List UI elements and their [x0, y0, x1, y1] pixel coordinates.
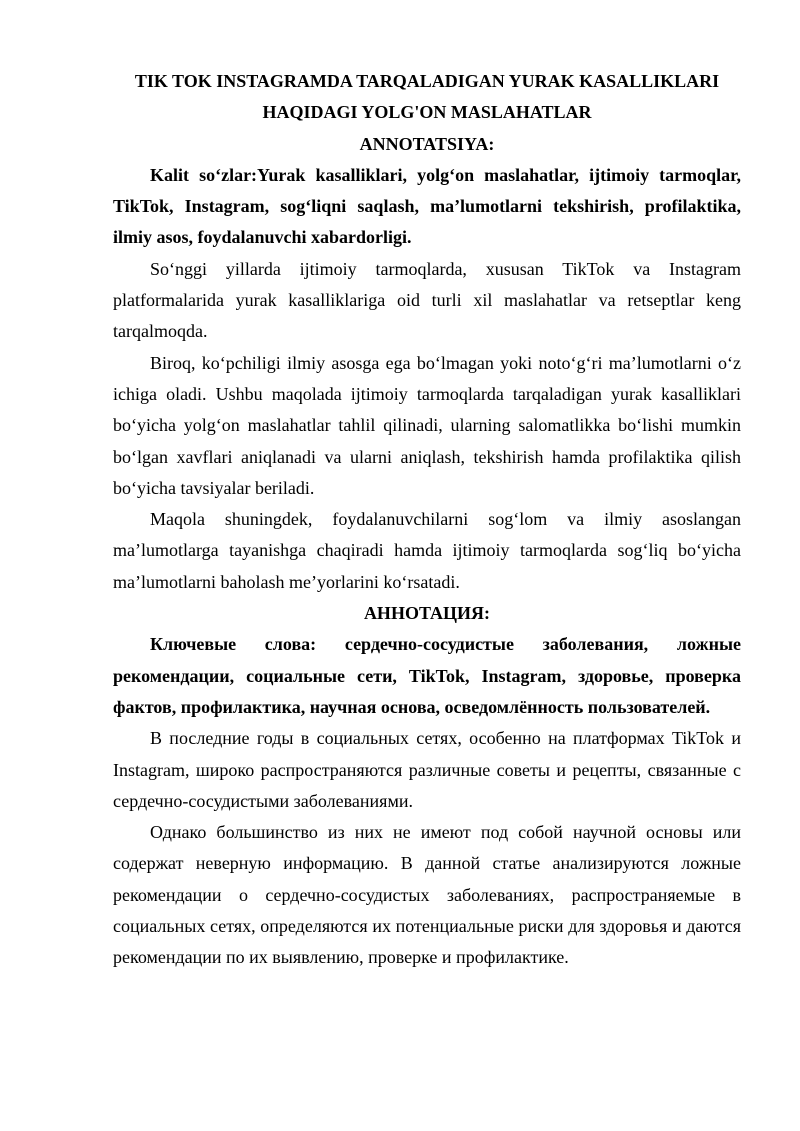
ru-annotation-heading: АННОТАЦИЯ:	[363, 603, 491, 624]
uz-paragraph-3: Maqola shuningdek, foydalanuvchilarni sog‘lom va ilmiy asoslangan ma’lumotlarga tayanishga chaqiradi hamda ijtimoiy tarmoqlarda sog‘liq bo‘yicha ma’lumotlarni baholash me’yorlarini ko‘rsatadi.	[113, 509, 741, 592]
title-line-2: HAQIDAGI YOLG'ON MASLAHATLAR	[262, 102, 592, 123]
uz-paragraph-2: Biroq, ko‘pchiligi ilmiy asosga ega bo‘lmagan yoki noto‘g‘ri ma’lumotlarni o‘z ichiga oladi. Ushbu maqolada ijtimoiy tarmoqlarda tarqaladigan yurak kasalliklari bo‘yicha yolg‘on maslahatlar tahlil qilinadi, ularning salomatlikka bo‘lishi mumkin bo‘lgan xavflari aniqlanadi va ularni aniqlash, tekshirish hamda profilaktika qilish bo‘yicha tavsiyalar beriladi.	[113, 352, 741, 498]
ru-keywords: Ключевые слова: сердечно-сосудистые заболевания, ложные рекомендации, социальные сети, TikTok, Instagram, здоровье, проверка фактов, профилактика, научная основа, осведомлённость пользователей.	[113, 634, 741, 717]
document-title	[113, 66, 741, 129]
ru-paragraph-1: В последние годы в социальных сетях, особенно на платформах TikTok и Instagram, широко распространяются различные советы и рецепты, связанные с сердечно-сосудистыми заболеваниями.	[113, 728, 741, 811]
ru-paragraph-2: Однако большинство из них не имеют под собой научной основы или содержат неверную информацию. В данной статье анализируются ложные рекомендации о сердечно-сосудистых заболеваниях, распространяемые в социальных сетях, определяются их потенциальные риски для здоровья и даются рекомендации по их выявлению, проверке и профилактике.	[113, 822, 741, 968]
title-line-1: TIK TOK INSTAGRAMDA TARQALADIGAN YURAK KASALLIKLARI	[134, 71, 720, 91]
uz-keywords: Kalit so‘zlar:Yurak kasalliklari, yolg‘on maslahatlar, ijtimoiy tarmoqlar, TikTok, Instagram, sog‘liqni saqlash, ma’lumotlarni tekshirish, profilaktika, ilmiy asos, foydalanuvchi xabardorligi.	[113, 164, 741, 248]
uz-paragraph-1: So‘nggi yillarda ijtimoiy tarmoqlarda, xususan TikTok va Instagram platformalarida yurak kasalliklariga oid turli xil maslahatlar va retseptlar keng tarqalmoqda.	[113, 258, 741, 342]
uz-annotation-heading: ANNOTATSIYA:	[359, 133, 495, 154]
document-page	[113, 66, 741, 974]
